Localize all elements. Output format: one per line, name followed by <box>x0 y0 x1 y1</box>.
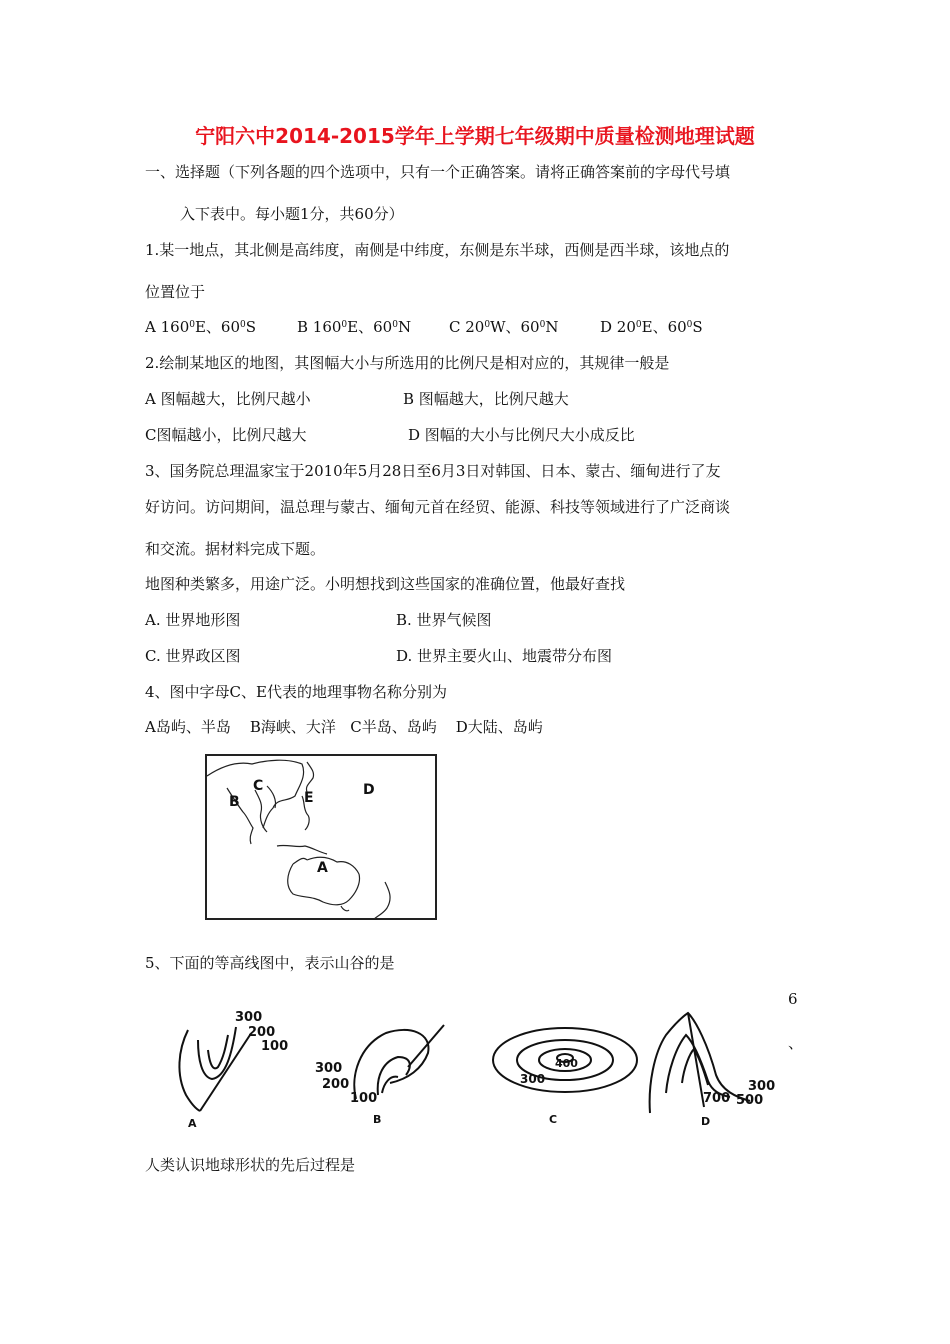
contour-b-label: B <box>373 1113 382 1126</box>
q2-option-b: B 图幅越大，比例尺越大 <box>403 390 569 408</box>
q3-sub-question: 地图种类繁多，用途广泛。小明想找到这些国家的准确位置，他最好查找 <box>145 575 626 593</box>
contour-b-value-200: 200 <box>322 1077 350 1092</box>
side-question-mark: 、 <box>788 1034 804 1052</box>
q3-stem-line1: 3、国务院总理温家宝于2010年5月28日至6月3日对韩国、日本、蒙古、缅甸进行了友 <box>145 462 721 480</box>
map-label-d: D <box>363 782 375 798</box>
contour-c-label: C <box>549 1113 558 1126</box>
contour-b-value-100: 100 <box>350 1091 378 1106</box>
q4-options: A岛屿、半岛 B海峡、大洋 C半岛、岛屿 D大陆、岛屿 <box>145 718 543 736</box>
contour-d-value-300: 300 <box>748 1079 776 1094</box>
contour-c-value-300: 300 <box>520 1072 546 1086</box>
q1-option-c: C $20^0W$、$60^0N$ <box>449 318 559 336</box>
q1-stem-line2: 位置位于 <box>145 283 206 301</box>
q3-option-c: C. 世界政区图 <box>145 647 241 665</box>
q2-stem: 2.绘制某地区的地图，其图幅大小与所选用的比例尺是相对应的，其规律一般是 <box>145 354 670 372</box>
contour-a-value-300: 300 <box>235 1010 263 1025</box>
q3-option-d: D. 世界主要火山、地震带分布图 <box>396 647 613 665</box>
map-label-c: C <box>253 778 264 794</box>
map-label-b: B <box>229 794 240 810</box>
map-label-e: E <box>304 790 314 806</box>
q2-option-c: C图幅越小，比例尺越大 <box>145 426 307 444</box>
section-instruction-line2: 入下表中。每小题1分，共60分） <box>180 205 404 223</box>
contour-a-label: A <box>188 1117 197 1130</box>
q3-stem-line3: 和交流。据材料完成下题。 <box>145 540 326 558</box>
map-label-a: A <box>317 860 328 876</box>
contour-a-value-200: 200 <box>248 1025 276 1040</box>
q3-option-b: B. 世界气候图 <box>396 611 492 629</box>
q6-stem: 人类认识地球形状的先后过程是 <box>145 1156 356 1174</box>
q1-option-a: A $160^0E$、$60^0S$ <box>145 318 257 336</box>
contour-a-value-100: 100 <box>261 1039 289 1054</box>
contour-c-value-400: 400 <box>555 1057 578 1070</box>
q2-option-d: D 图幅的大小与比例尺大小成反比 <box>408 426 635 444</box>
q1-stem-line1: 1.某一地点，其北侧是高纬度，南侧是中纬度，东侧是东半球，西侧是西半球，该地点的 <box>145 241 730 259</box>
contour-b-value-300: 300 <box>315 1061 343 1076</box>
section-instruction-line1: 一、选择题（下列各题的四个选项中，只有一个正确答案。请将正确答案前的字母代号填 <box>145 163 731 181</box>
q3-stem-line2: 好访问。访问期间，温总理与蒙古、缅甸元首在经贸、能源、科技等领域进行了广泛商谈 <box>145 498 731 516</box>
asia-oceania-map <box>205 754 437 920</box>
q1-option-d: D $20^0E$、$60^0S$ <box>600 318 703 336</box>
contour-d-label: D <box>701 1115 711 1128</box>
side-question-number: 6 <box>788 990 798 1008</box>
contour-diagrams <box>160 1005 800 1140</box>
q5-stem: 5、下面的等高线图中，表示山谷的是 <box>145 954 395 972</box>
map-outline <box>207 756 437 920</box>
contour-d-value-700: 700 <box>703 1091 731 1106</box>
q1-option-b: B $160^0E$、$60^0N$ <box>297 318 412 336</box>
q3-option-a: A. 世界地形图 <box>145 611 241 629</box>
q2-option-a: A 图幅越大，比例尺越小 <box>145 390 311 408</box>
q4-stem: 4、图中字母C、E代表的地理事物名称分别为 <box>145 683 447 701</box>
page-title: 宁阳六中2014-2015学年上学期七年级期中质量检测地理试题 <box>195 124 755 148</box>
contour-d-value-500: 500 <box>736 1093 764 1108</box>
